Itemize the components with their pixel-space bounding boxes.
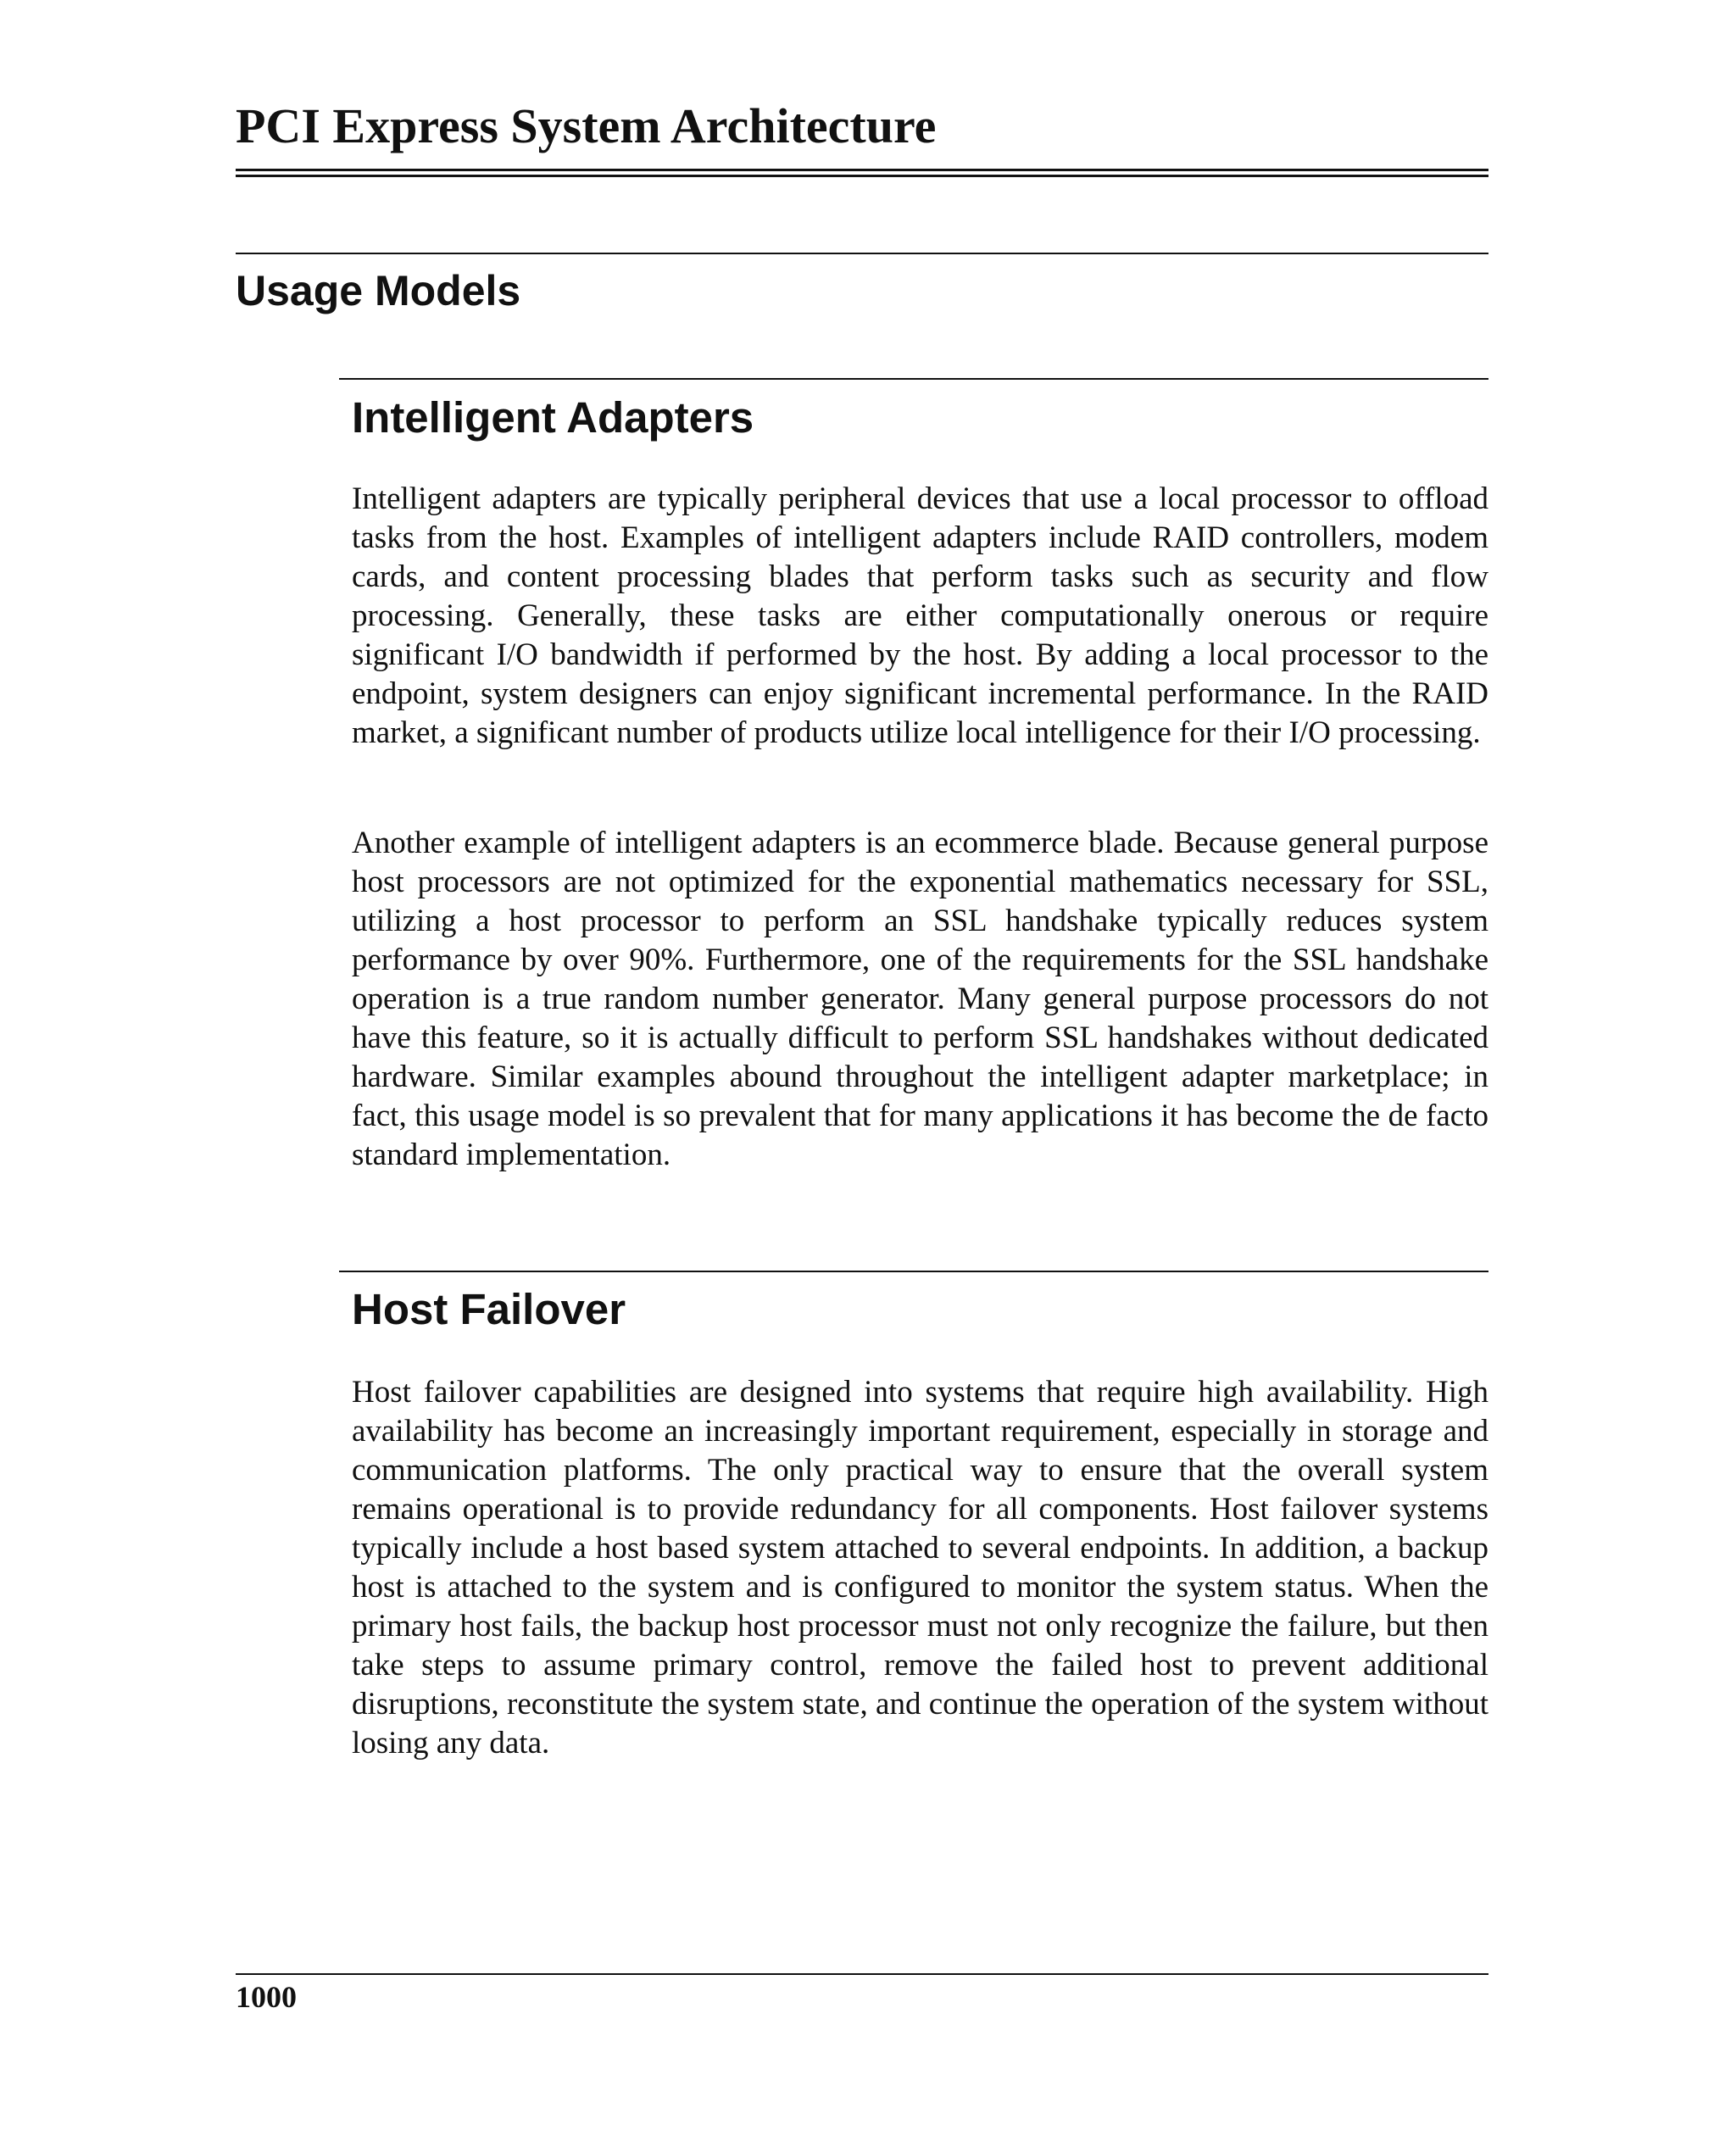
subsection-rule-host-failover: [339, 1271, 1488, 1272]
paragraph-intelligent-adapters-2: Another example of intelligent adapters is an ecommerce blade. Because general purpose host processors are not optimized for the exponential mathematics necessary for SSL, utilizing a host processor to perform an SSL handshake typically reduces system performance by over 90%. Furthermore, one of the requirements for the SSL handshake operation is a true random number generator. Many general purpose processors do not have this feature, so it is actually difficult to perform SSL handshakes without dedicated hardware. Similar examples abound throughout the intelligent adapter marketplace; in fact, this usage model is so prevalent that for many applications it has become the de facto standard implementation.: [352, 826, 1488, 1172]
header-double-rule: [236, 169, 1488, 177]
running-header-title: PCI Express System Architecture: [236, 98, 937, 153]
subsection-rule-intelligent-adapters: [339, 378, 1488, 380]
subsection-title-host-failover: Host Failover: [352, 1285, 626, 1333]
footer-rule: [236, 1973, 1488, 1975]
paragraph-intelligent-adapters-1: Intelligent adapters are typically peripheral devices that use a local processor to offload tasks from the host. Examples of intelligent adapters include RAID controllers, modem cards, and content processing blades that perform tasks such as security and flow processing. Generally, these tasks are either computationally onerous or require significant I/O bandwidth if performed by the host. By adding a local processor to the endpoint, system designers can enjoy significant incremental performance. In the RAID market, a significant number of products utilize local intelligence for their I/O processing.: [352, 481, 1488, 750]
subsection-title-intelligent-adapters: Intelligent Adapters: [352, 393, 754, 442]
section-title: Usage Models: [236, 267, 521, 314]
page-number: 1000: [236, 1980, 297, 2014]
section-rule: [236, 253, 1488, 254]
paragraph-host-failover-1: Host failover capabilities are designed into systems that require high availability. High availability has become an increasingly important requirement, especially in storage and communication platforms. The only practical way to ensure that the overall system remains operational is to provide redundancy for all components. Host failover systems typically include a host based system attached to several endpoints. In addition, a backup host is attached to the system and is configured to monitor the system status. When the primary host fails, the backup host processor must not only recognize the failure, but then take steps to assume primary control, remove the failed host to prevent additional disruptions, reconstitute the system state, and continue the operation of the system without losing any data.: [352, 1375, 1488, 1760]
